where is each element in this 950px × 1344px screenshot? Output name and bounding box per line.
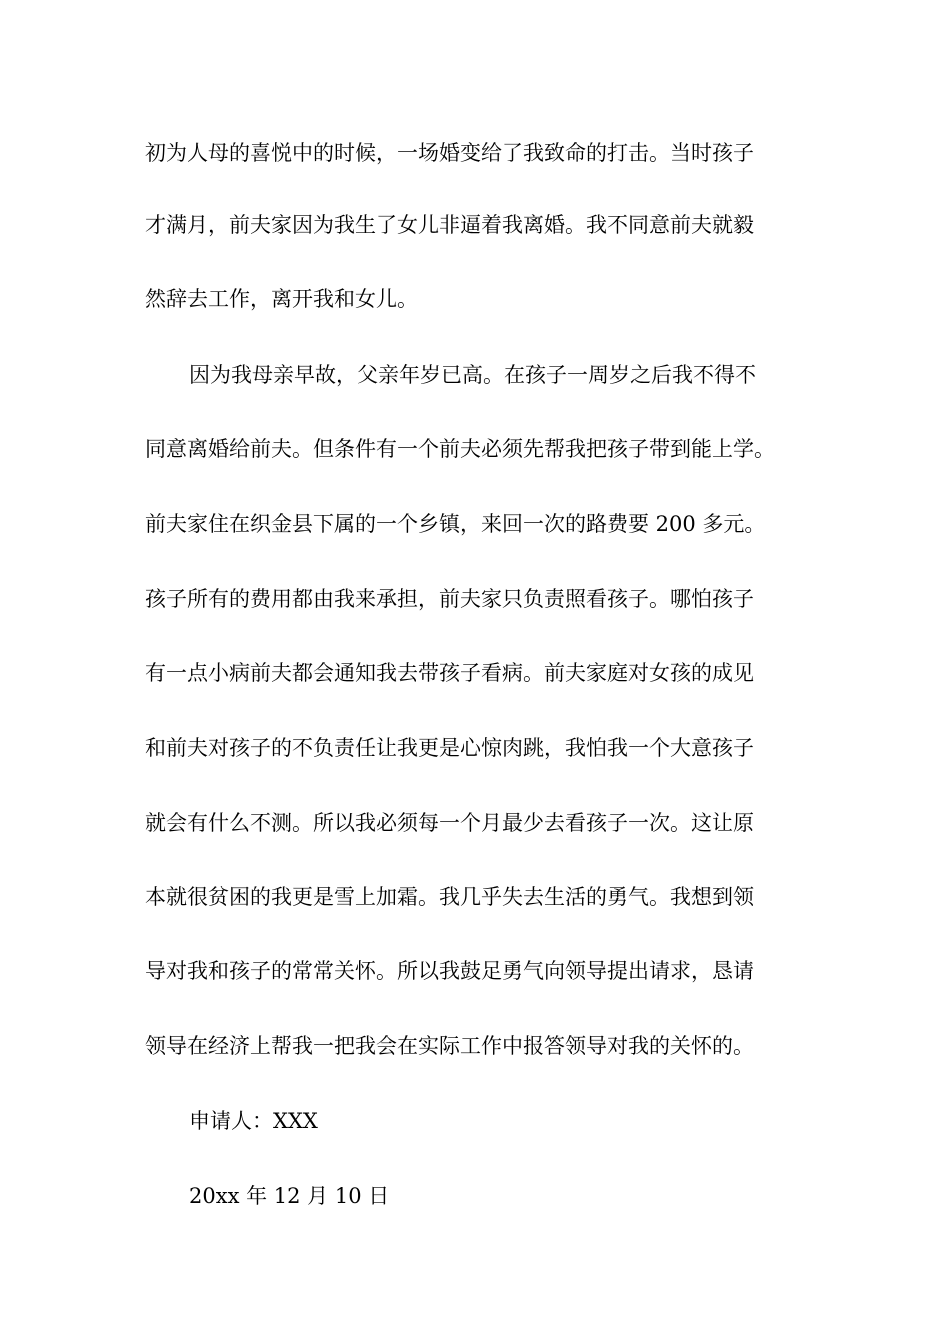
body-line-7: 孩子所有的费用都由我来承担，前夫家只负责照看孩子。哪怕孩子 (145, 587, 754, 611)
body-line-11: 本就很贫困的我更是雪上加霜。我几乎失去生活的勇气。我想到领 (145, 885, 754, 909)
body-line-1: 初为人母的喜悦中的时候，一场婚变给了我致命的打击。当时孩子 (145, 141, 754, 165)
body-line-2: 才满月，前夫家因为我生了女儿非逼着我离婚。我不同意前夫就毅 (145, 213, 754, 237)
applicant-signature: 申请人：XXX (189, 1109, 318, 1133)
body-line-5: 同意离婚给前夫。但条件有一个前夫必须先帮我把孩子带到能上学。 (145, 437, 775, 461)
body-line-13: 领导在经济上帮我一把我会在实际工作中报答领导对我的关怀的。 (145, 1034, 754, 1058)
body-line-9: 和前夫对孩子的不负责任让我更是心惊肉跳，我怕我一个大意孩子 (145, 736, 754, 760)
body-line-12: 导对我和孩子的常常关怀。所以我鼓足勇气向领导提出请求，恳请 (145, 959, 754, 983)
body-line-10: 就会有什么不测。所以我必须每一个月最少去看孩子一次。这让原 (145, 811, 754, 835)
body-line-6: 前夫家住在织金县下属的一个乡镇，来回一次的路费要 200 多元。 (145, 512, 766, 536)
application-date: 20xx 年 12 月 10 日 (189, 1184, 390, 1208)
body-line-3: 然辞去工作，离开我和女儿。 (145, 287, 418, 311)
body-line-8: 有一点小病前夫都会通知我去带孩子看病。前夫家庭对女孩的成见 (145, 661, 754, 685)
body-line-4: 因为我母亲早故，父亲年岁已高。在孩子一周岁之后我不得不 (189, 363, 756, 387)
